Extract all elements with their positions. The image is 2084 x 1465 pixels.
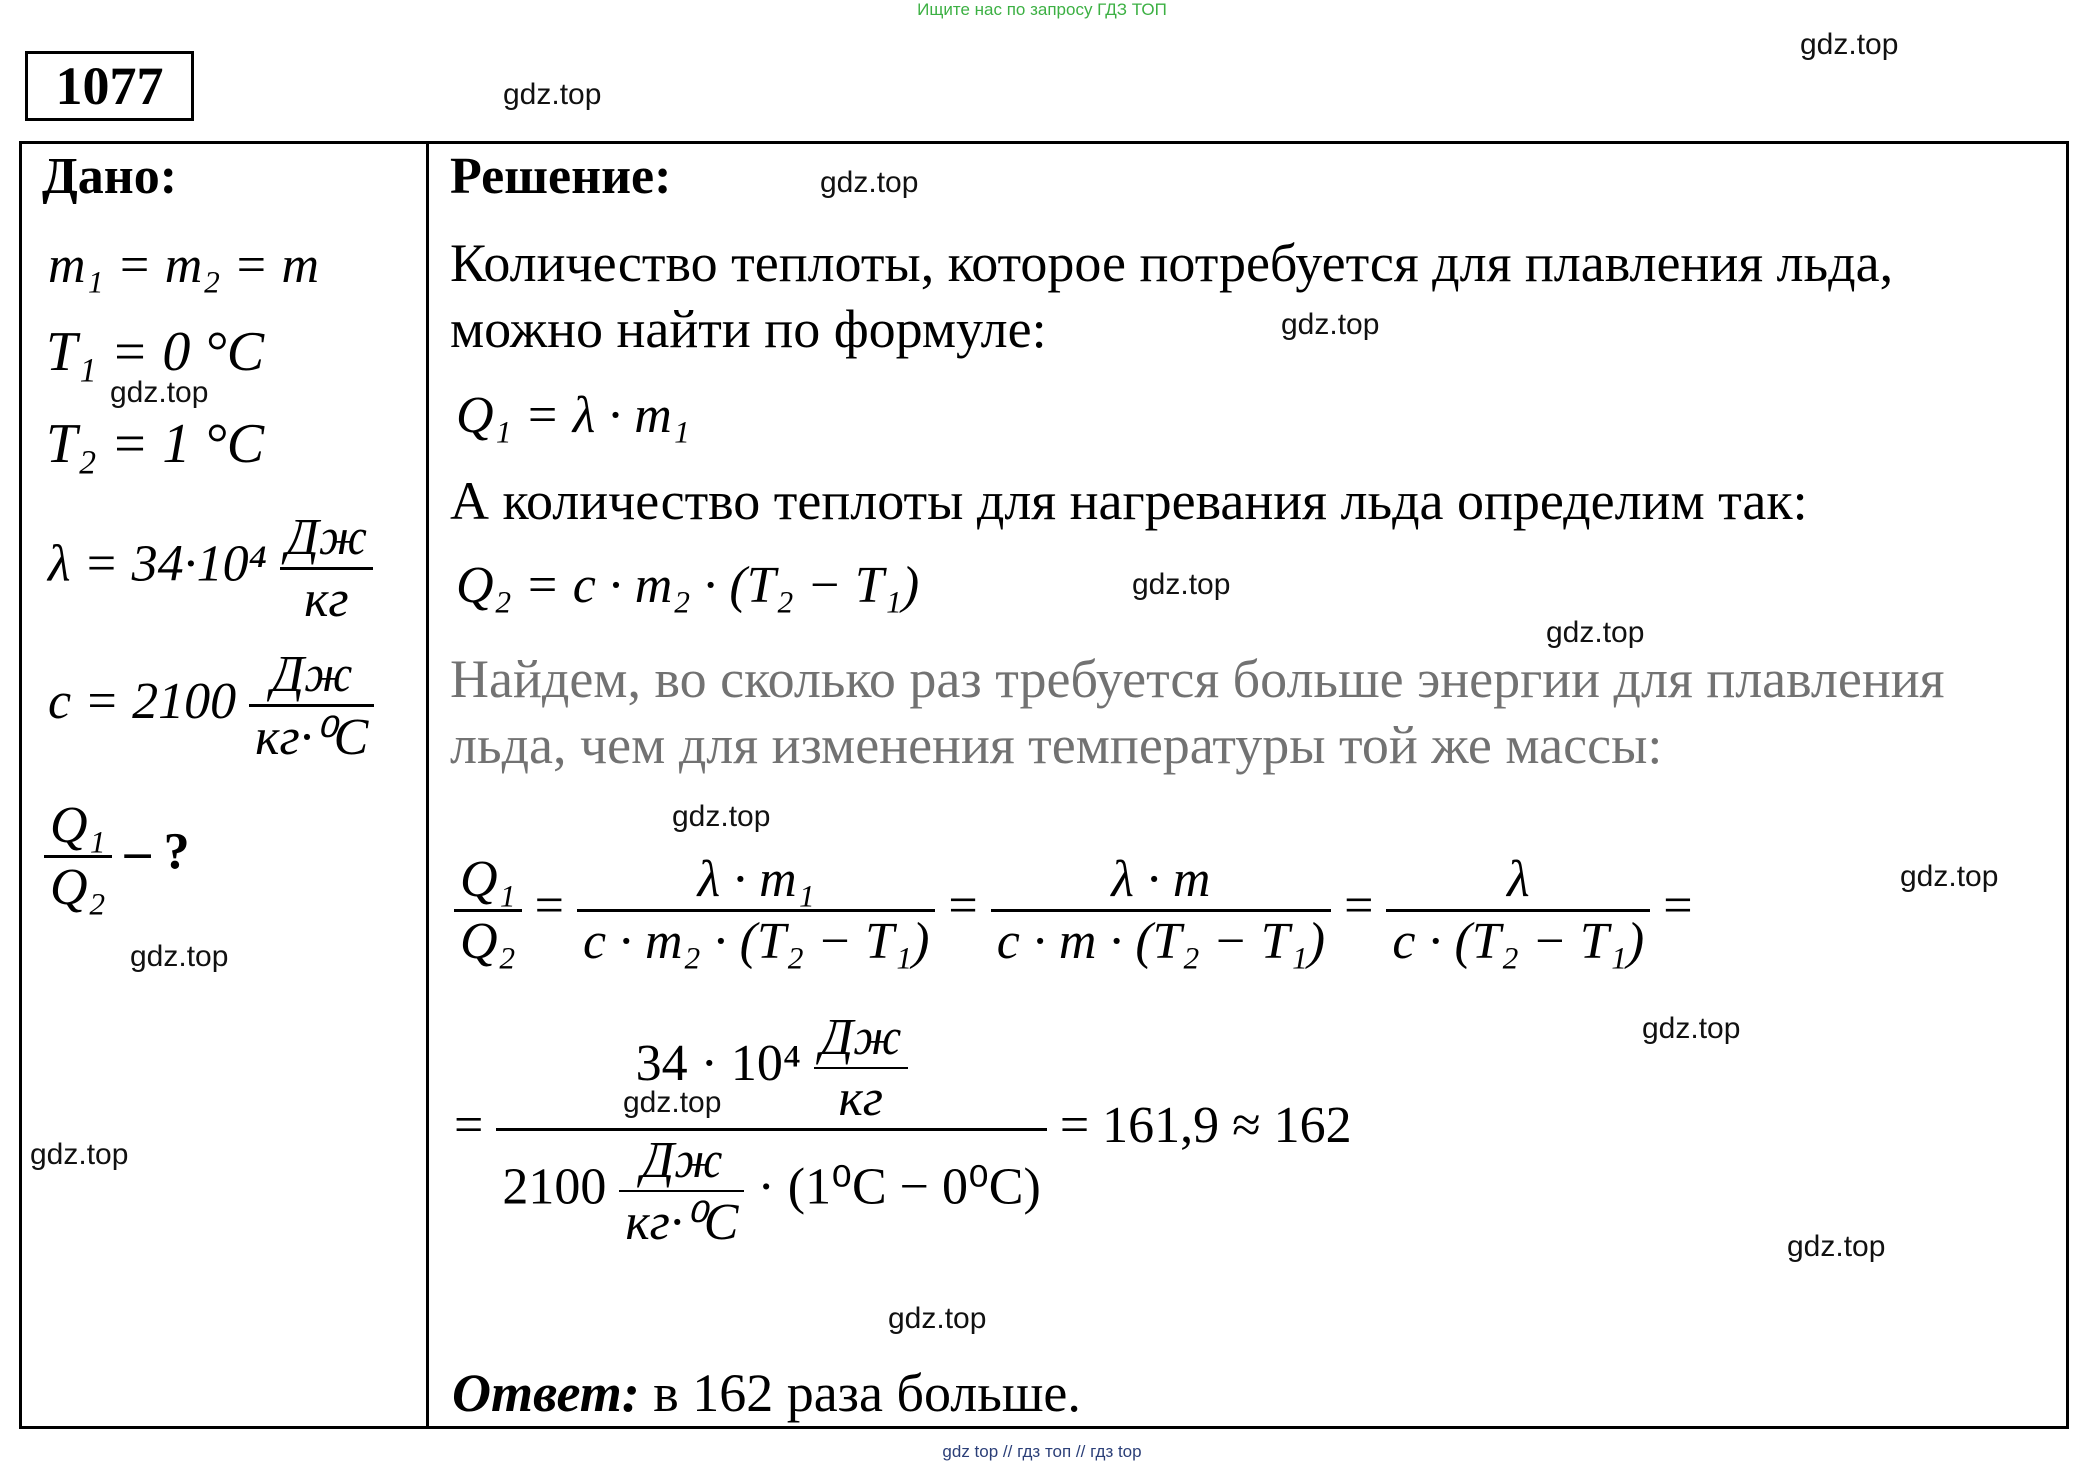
lambda-unit	[280, 508, 373, 629]
answer-text: в 162 раза больше.	[653, 1363, 1081, 1423]
eq-sign: =	[1344, 877, 1374, 935]
den-unit	[619, 1131, 744, 1252]
watermark: gdz.top	[30, 1138, 129, 1171]
eq-sign: =	[534, 877, 564, 935]
ratio-f1-num: Q₁	[454, 850, 522, 912]
num-unit	[814, 1008, 907, 1128]
den-value: 2100	[502, 1158, 607, 1216]
formula-q1: Q₁ = λ · m₁	[456, 387, 690, 444]
find-den: Q₂	[50, 859, 106, 916]
watermark: gdz.top	[503, 78, 602, 111]
lambda-value: λ = 34·10⁴	[48, 535, 267, 593]
ratio-frac-3	[991, 850, 1331, 971]
given-lambda	[48, 508, 373, 629]
eq-sign: =	[948, 877, 978, 935]
given-c	[48, 645, 374, 767]
top-banner: Ищите нас по запросу ГДЗ ТОП	[917, 0, 1167, 19]
ratio-f1-den: Q₂	[460, 913, 516, 970]
watermark: gdz.top	[888, 1302, 987, 1335]
column-divider	[426, 141, 429, 1429]
watermark: gdz.top	[1281, 308, 1380, 341]
den-unit-den: кг·⁰C	[625, 1194, 739, 1251]
given-find	[44, 796, 190, 917]
given-heading: Дано:	[42, 148, 178, 205]
ratio-formula	[454, 850, 1693, 971]
ratio-f4-den: c · (T₂ − T₁)	[1392, 913, 1645, 970]
watermark: gdz.top	[1900, 860, 1999, 893]
ratio-f2-num: λ · m₁	[577, 850, 935, 912]
solution-text-3: Найдем, во сколько раз требуется больше энергии для плавления льда, чем для изменения температуры той же массы:	[450, 649, 1945, 775]
eq-sign: =	[1663, 877, 1693, 935]
watermark: gdz.top	[1642, 1012, 1741, 1045]
given-masses: m₁ = m₂ = m	[48, 237, 319, 294]
c-unit-den: кг·⁰C	[255, 709, 369, 766]
watermark: gdz.top	[1132, 568, 1231, 601]
num-unit-den: кг	[838, 1070, 884, 1127]
lambda-unit-num: Дж	[280, 508, 373, 570]
num-unit-num: Дж	[814, 1008, 907, 1069]
watermark: gdz.top	[130, 940, 229, 973]
numeric-numerator	[496, 1008, 1046, 1131]
solution-text-1: Количество теплоты, которое потребуется для плавления льда, можно найти по формуле:	[450, 233, 1894, 359]
ratio-f2-den: c · m₂ · (T₂ − T₁)	[582, 913, 930, 970]
watermark: gdz.top	[1787, 1230, 1886, 1263]
numeric-formula	[454, 1008, 1352, 1252]
c-unit-num: Дж	[249, 645, 374, 707]
find-num: Q₁	[44, 796, 112, 858]
solution-text-2: А количество теплоты для нагревания льда определим так:	[450, 471, 1808, 531]
find-tail: – ?	[124, 823, 190, 881]
watermark: gdz.top	[1546, 616, 1645, 649]
numeric-big-frac	[496, 1008, 1046, 1252]
ratio-f3-den: c · m · (T₂ − T₁)	[996, 913, 1326, 970]
ratio-f3-num: λ · m	[991, 850, 1331, 912]
numeric-denominator	[496, 1131, 1046, 1252]
c-value: c = 2100	[48, 672, 237, 730]
c-unit	[249, 645, 374, 767]
eq-sign: =	[454, 1096, 484, 1154]
den-unit-num: Дж	[619, 1131, 744, 1192]
watermark: gdz.top	[820, 166, 919, 199]
given-t1: T₁ = 0 °C	[46, 321, 265, 383]
numeric-result: = 161,9 ≈ 162	[1059, 1096, 1352, 1154]
den-tail: · (1⁰C − 0⁰C)	[757, 1158, 1041, 1216]
ratio-frac-4	[1386, 850, 1650, 971]
answer-line	[452, 1362, 1081, 1424]
lambda-unit-den: кг	[304, 571, 349, 628]
problem-number: 1077	[25, 51, 194, 121]
watermark: gdz.top	[110, 376, 209, 409]
watermark: gdz.top	[623, 1086, 722, 1119]
ratio-frac-1	[454, 850, 522, 971]
ratio-frac-2	[577, 850, 935, 971]
watermark: gdz.top	[1800, 28, 1899, 61]
solution-heading: Решение:	[450, 148, 672, 205]
formula-q2: Q₂ = c · m₂ · (T₂ − T₁)	[456, 557, 920, 614]
footer-links: gdz top // гдз топ // гдз top	[942, 1442, 1142, 1461]
answer-label: Ответ:	[452, 1363, 640, 1423]
watermark: gdz.top	[672, 800, 771, 833]
find-ratio	[44, 796, 112, 917]
num-value: 34 · 10⁴	[635, 1034, 802, 1092]
ratio-f4-num: λ	[1386, 850, 1650, 912]
given-t2: T₂ = 1 °C	[46, 413, 265, 475]
